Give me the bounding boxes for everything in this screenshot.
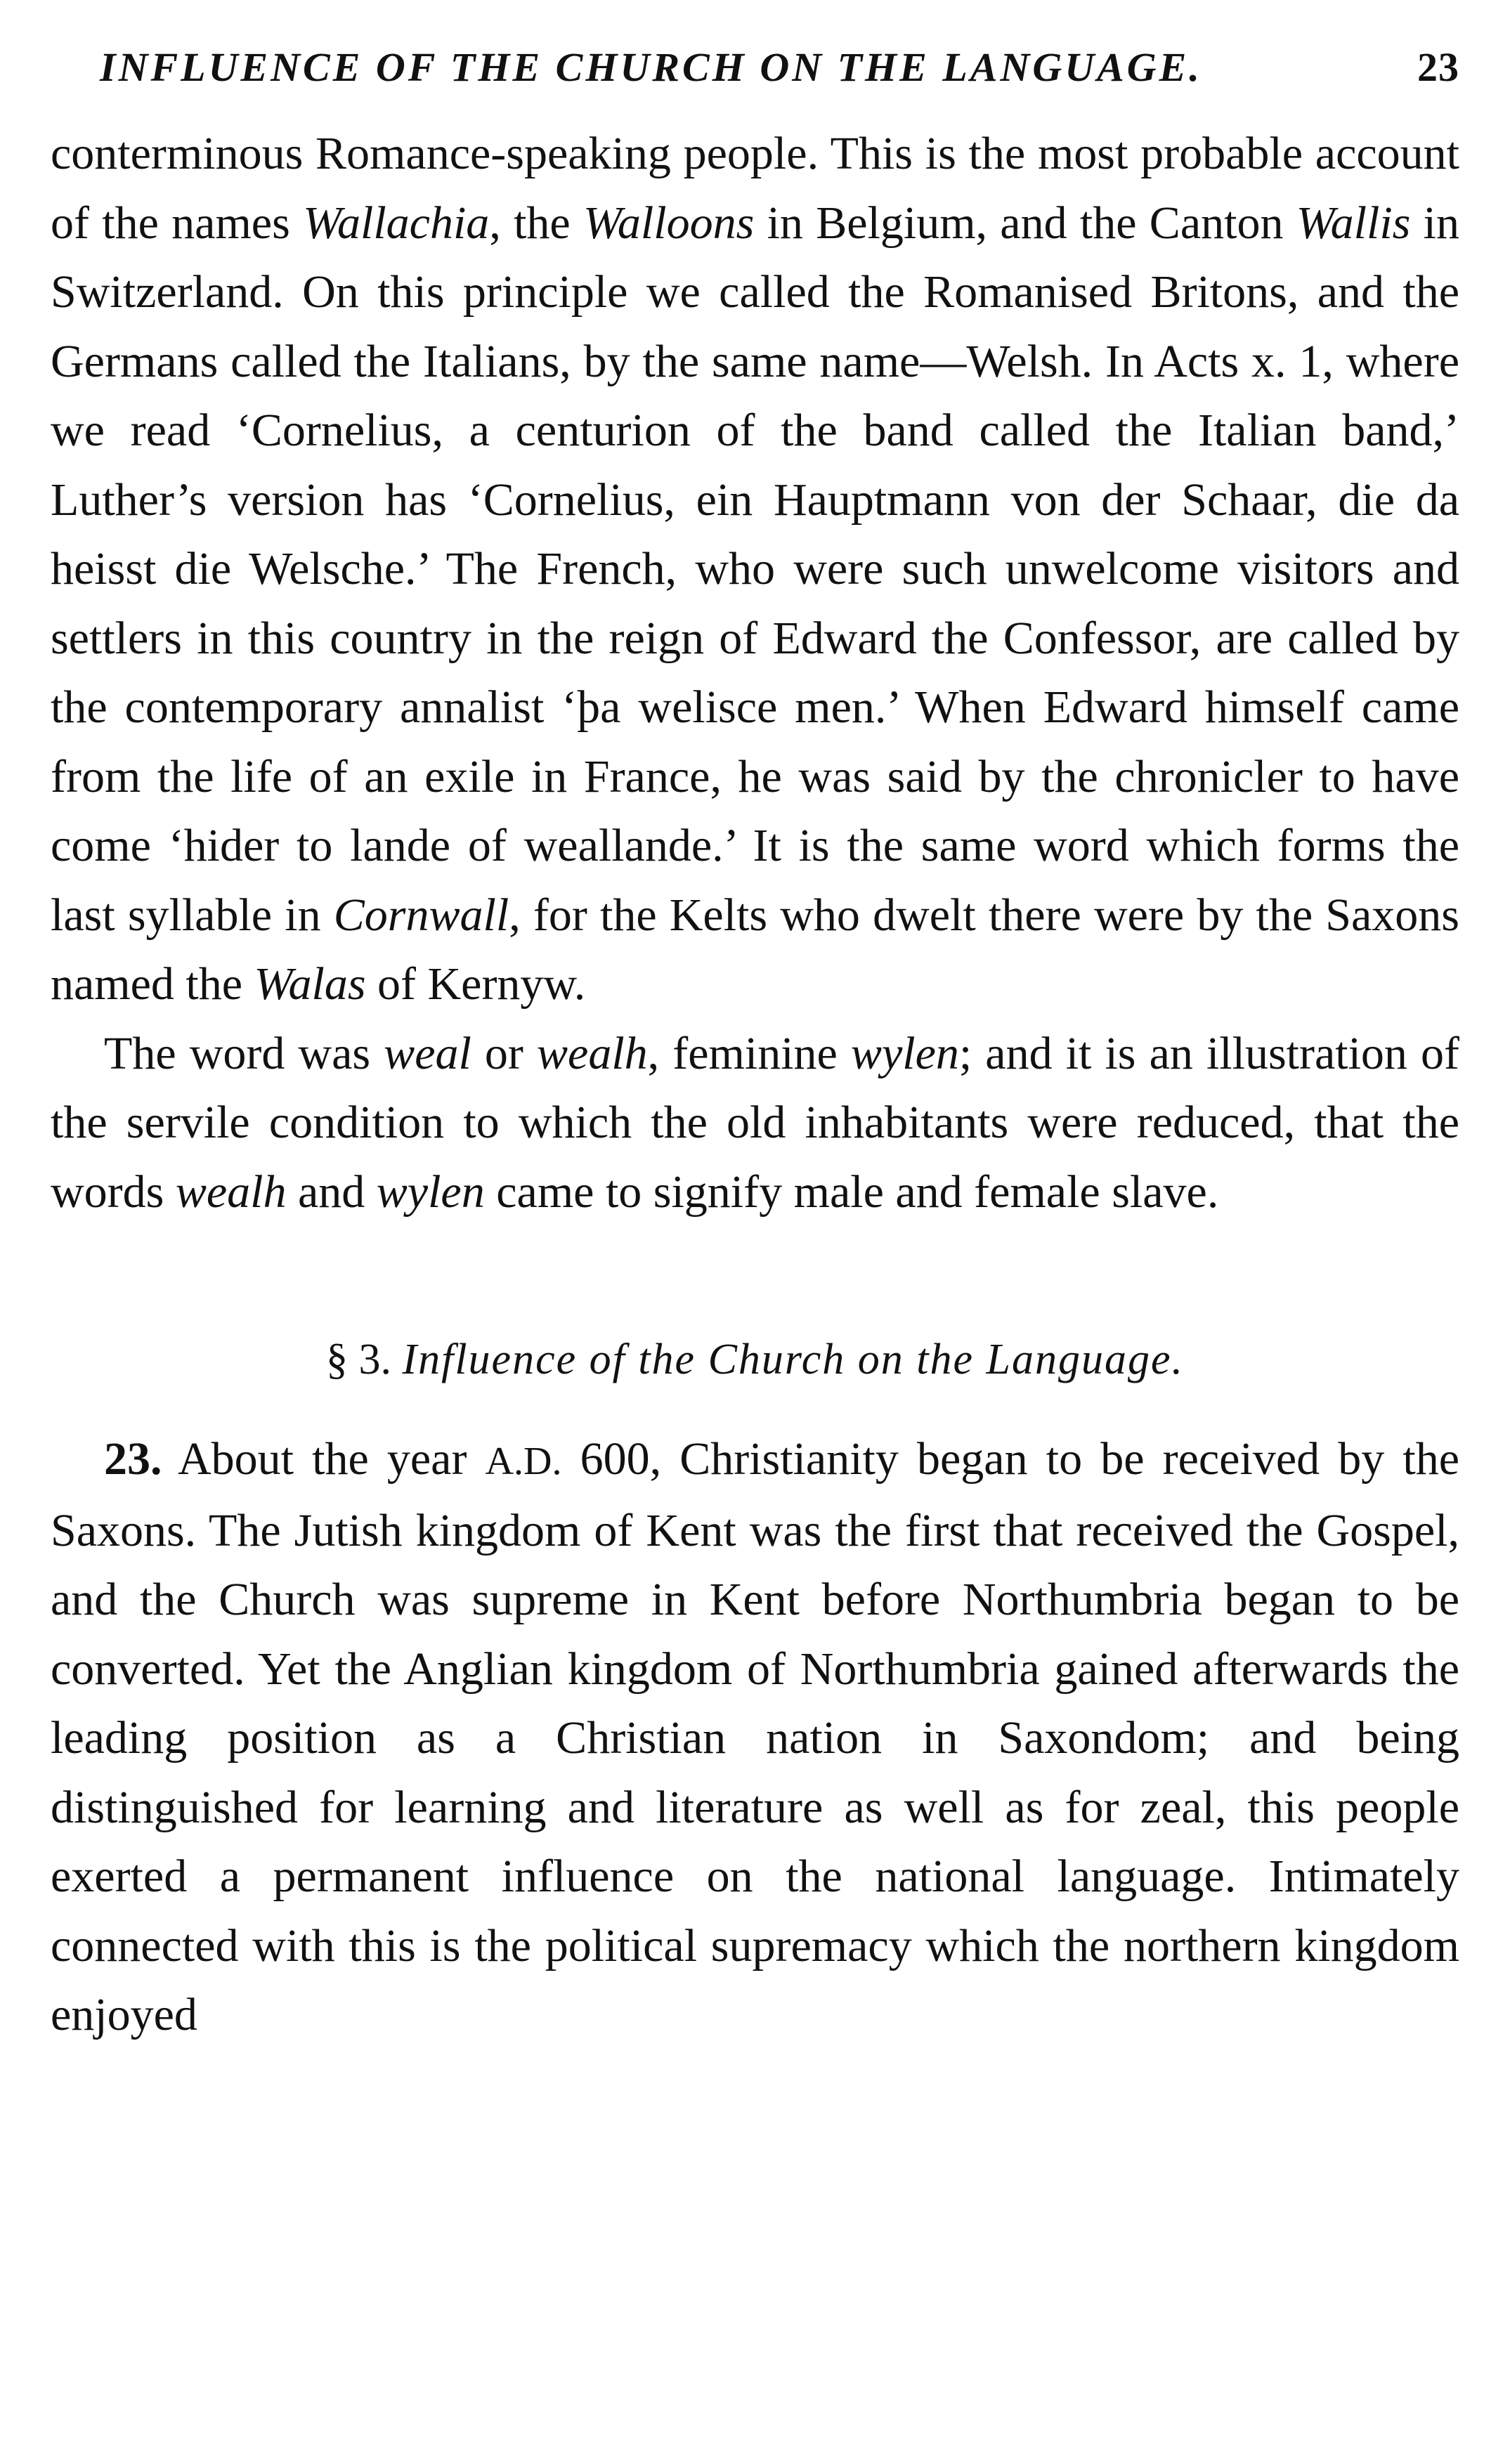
- body-text: [51, 119, 1459, 2050]
- text-run: About the year: [162, 1433, 486, 1485]
- small-caps-ad: A.D.: [485, 1440, 562, 1483]
- section-title: Influence of the Church on the Language.: [402, 1336, 1185, 1383]
- paragraph-weal-wealh: [51, 1019, 1459, 1227]
- running-title: INFLUENCE OF THE CHURCH ON THE LANGUAGE.: [100, 44, 1202, 90]
- text-run: 600, Christianity began to be received by the Saxons. The Jutish kingdom of Kent was the first that received the Gospel, and the Church was supreme in Kent before Northumbria began to be converted. Yet the Anglian kingdom of Northumbria gained afterwards the leading position as a Christian nation in Saxondom; and being distinguished for learning and literature as well as for zeal, this people exerted a permanent influence on the national language. Intimately connected with this is the political supremacy which the northern kingdom enjoyed: [51, 1433, 1459, 2040]
- text-run: came to signify male and female slave.: [484, 1166, 1219, 1218]
- italic-term-cornwall: Cornwall: [333, 889, 509, 941]
- italic-term-wealh: wealh: [537, 1027, 648, 1079]
- text-run: in Switzerland. On this principle we called the Romanised Britons, and the Germans called the Italians, by the same name—Welsh. In Acts x. 1, where we read ‘Cornelius, a centurion of the band called the Italian band,’ Luther’s version has ‘Cornelius, ein Hauptmann von der Schaar, die da heisst die Welsche.’ The French, who were such unwelcome visitors and settlers in this country in the reign of Edward the Confessor, are called by the contemporary annalist ‘þa welisce men.’ When Edward himself came from the life of an exile in France, he was said by the chronicler to have come ‘hider to lande of weallande.’ It is the same word which forms the last syllable in: [51, 197, 1459, 941]
- text-run: conterminous Romance-speaking people. This is the most probable account of the names: [51, 128, 1459, 249]
- italic-term-walas: Walas: [254, 958, 366, 1010]
- text-run: and: [286, 1166, 377, 1218]
- italic-term-wylen: wylen: [850, 1027, 959, 1079]
- book-page: [51, 28, 1459, 2050]
- section-heading: [51, 1325, 1459, 1394]
- text-run: The word was: [104, 1027, 384, 1079]
- italic-term-wylen: wylen: [376, 1166, 485, 1218]
- italic-term-wallachia: Wallachia: [303, 197, 490, 249]
- paragraph-welsh-names: [51, 119, 1459, 1019]
- section-spacer: [51, 1227, 1459, 1325]
- italic-term-walloons: Walloons: [583, 197, 755, 249]
- italic-term-wallis: Wallis: [1296, 197, 1411, 249]
- text-run: of Kernyw.: [365, 958, 586, 1010]
- running-header: [51, 28, 1459, 119]
- text-run: or: [471, 1027, 537, 1079]
- text-run: , for the Kelts who dwelt there were by the Saxons named the: [51, 889, 1459, 1010]
- italic-term-weal: weal: [384, 1027, 471, 1079]
- text-run: in Belgium, and the Canton: [754, 197, 1296, 249]
- text-run: , feminine: [647, 1027, 851, 1079]
- text-run: , the: [489, 197, 584, 249]
- paragraph-number: 23.: [104, 1433, 162, 1485]
- section-number: § 3.: [325, 1336, 391, 1383]
- paragraph-23-christianity: [51, 1425, 1459, 2050]
- page-number: 23: [1417, 44, 1459, 90]
- italic-term-wealh: wealh: [175, 1166, 287, 1218]
- text-run: ; and it is an illustration of the servile condition to which the old inhabitants were reduced, that the words: [51, 1027, 1460, 1218]
- heading-spacer: [51, 1394, 1459, 1425]
